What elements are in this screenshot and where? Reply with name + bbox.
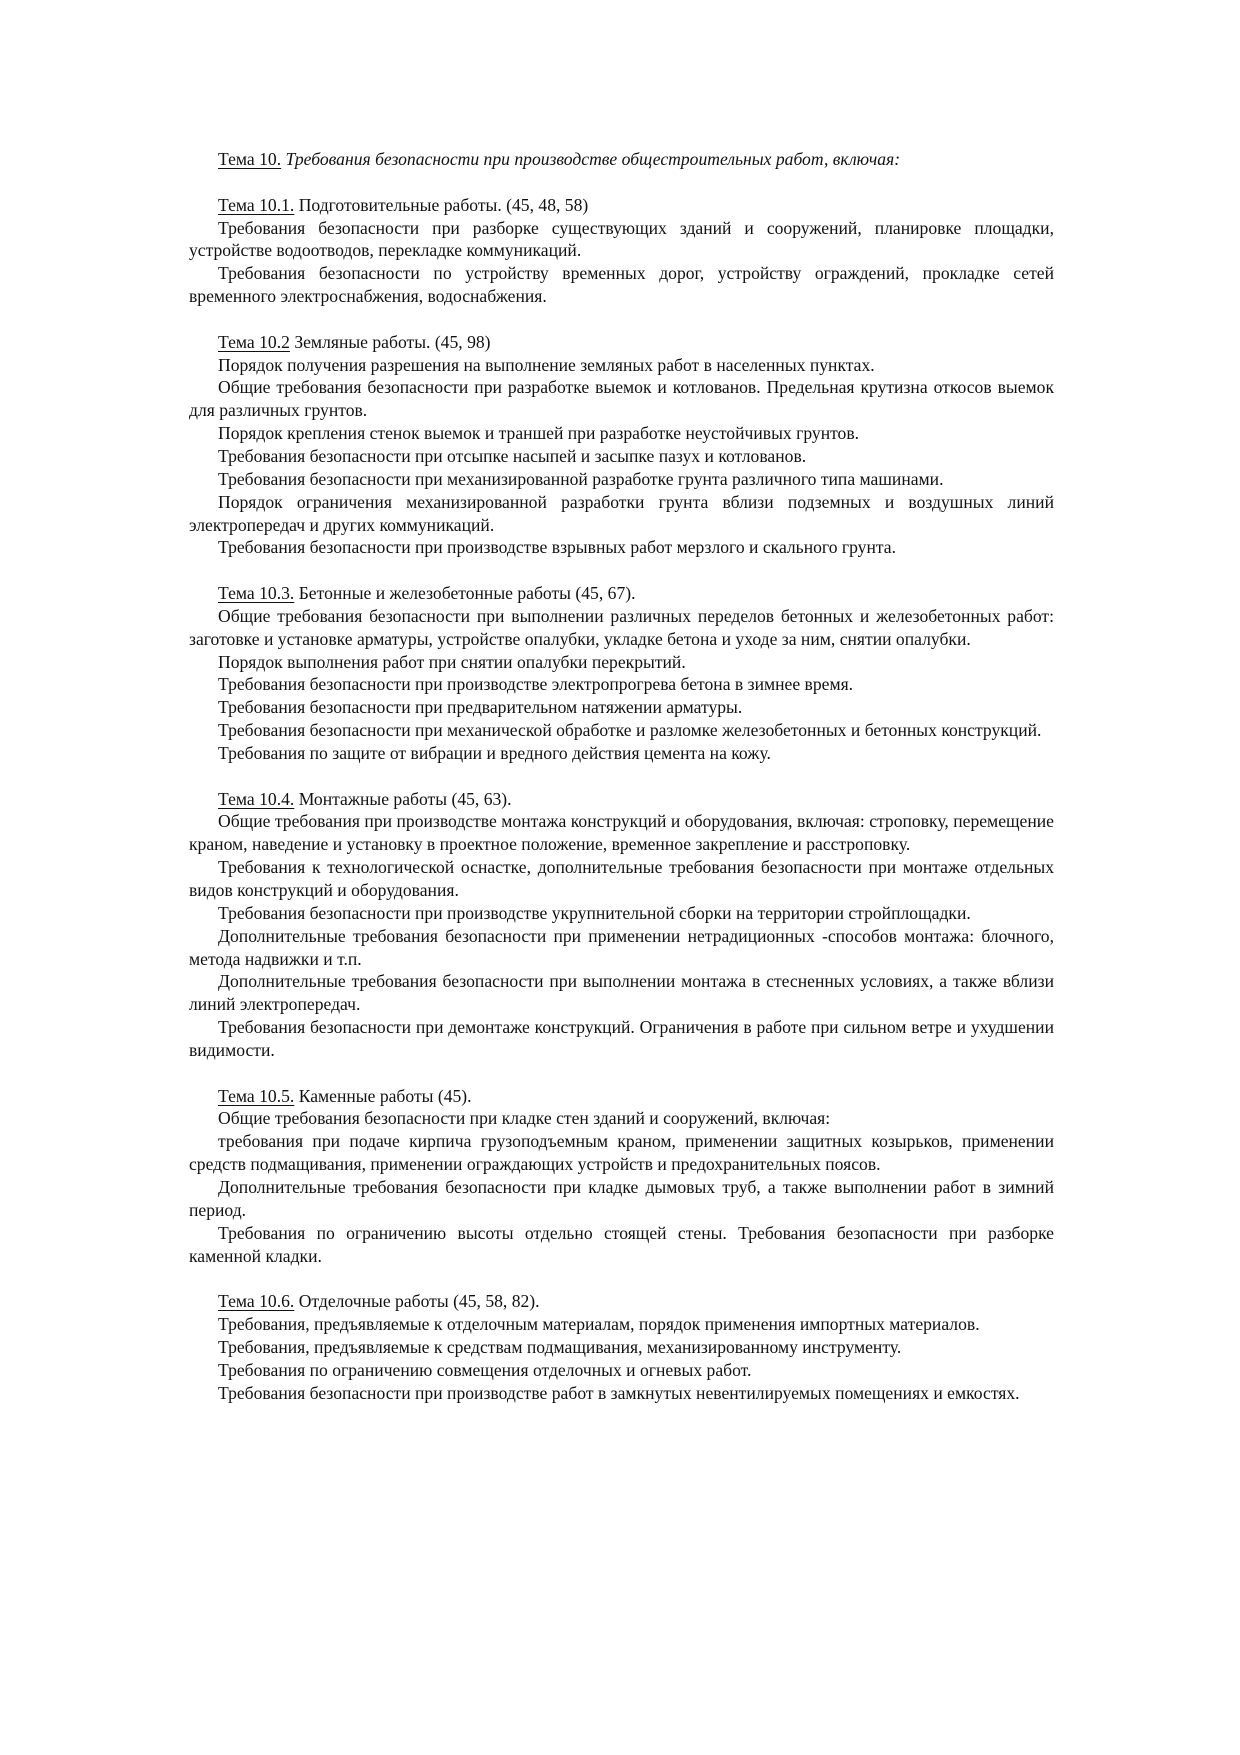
- paragraph: Требования безопасности при предварительном натяжении арматуры.: [218, 697, 743, 718]
- topic-title: Каменные работы (45).: [298, 1085, 472, 1106]
- paragraph: Требования безопасности по устройству временных дорог, устройству ограждений, прокладке сетей временного электроснабжения, водоснабжения.: [189, 263, 1054, 307]
- paragraph: Общие требования безопасности при кладке стен зданий и сооружений, включая:: [218, 1108, 831, 1129]
- topic-label: Тема 10.4.: [218, 788, 295, 809]
- paragraph: Общие требования при производстве монтажа конструкций и оборудования, включая: строповку, перемещение краном, наведение и установку в проектное положение, временное закрепление и расстроповку.: [189, 811, 1054, 855]
- paragraph: Требования безопасности при демонтаже конструкций. Ограничения в работе при сильном ветре и ухудшении видимости.: [189, 1017, 1054, 1060]
- topic-heading-10-3: [189, 582, 1054, 605]
- topic-title: Земляные работы. (45, 98): [294, 331, 491, 352]
- paragraph: Требования безопасности при механической обработке и разломке железобетонных и бетонных конструкций.: [218, 720, 1042, 741]
- topic-label: Тема 10.6.: [218, 1291, 295, 1312]
- paragraph: Порядок выполнения работ при снятии опалубки перекрытий.: [218, 651, 686, 672]
- paragraph: Требования безопасности при производстве электропрогрева бетона в зимнее время.: [218, 674, 854, 695]
- topic-label: Тема 10.3.: [218, 583, 295, 604]
- topic-label: Тема 10.: [218, 149, 282, 169]
- paragraph: Дополнительные требования безопасности при кладке дымовых труб, а также выполнении работ в зимний период.: [189, 1176, 1054, 1220]
- topic-title: Требования безопасности при производстве общестроительных работ, включая:: [285, 149, 901, 169]
- paragraph: Требования безопасности при разборке существующих зданий и сооружений, планировке площадки, устройстве водоотводов, перекладке коммуникаций.: [189, 217, 1054, 261]
- topic-title: Монтажные работы (45, 63).: [298, 788, 512, 809]
- topic-title: Бетонные и железобетонные работы (45, 67).: [298, 583, 636, 604]
- document-page: [189, 148, 1054, 1404]
- topic-label: Тема 10.1.: [218, 194, 295, 215]
- paragraph: Требования безопасности при производстве укрупнительной сборки на территории стройплощадки.: [218, 902, 971, 923]
- paragraph: Требования по ограничению совмещения отделочных и огневых работ.: [218, 1359, 752, 1380]
- paragraph: Требования безопасности при производстве взрывных работ мерзлого и скального грунта.: [218, 537, 896, 558]
- topic-heading-10-1: [189, 194, 1054, 217]
- paragraph: Порядок ограничения механизированной разработки грунта вблизи подземных и воздушных линий электропередач и других коммуникаций.: [189, 491, 1054, 535]
- paragraph: Требования безопасности при отсыпке насыпей и засыпке пазух и котлованов.: [218, 445, 807, 466]
- paragraph: Порядок крепления стенок выемок и траншей при разработке неустойчивых грунтов.: [218, 423, 860, 444]
- topic-label: Тема 10.2: [218, 331, 290, 352]
- topic-heading-10-5: [189, 1085, 1054, 1108]
- paragraph: Требования, предъявляемые к средствам подмащивания, механизированному инструменту.: [218, 1336, 902, 1357]
- topic-heading-10: [189, 148, 1054, 171]
- topic-heading-10-6: [189, 1290, 1054, 1313]
- paragraph: Дополнительные требования безопасности при выполнении монтажа в стесненных условиях, а также вблизи линий электропередач.: [189, 971, 1054, 1015]
- topic-heading-10-4: [189, 788, 1054, 811]
- paragraph: Требования, предъявляемые к отделочным материалам, порядок применения импортных материалов.: [218, 1314, 980, 1335]
- topic-title: Подготовительные работы. (45, 48, 58): [298, 194, 589, 215]
- paragraph: требования при подаче кирпича грузоподъемным краном, применении защитных козырьков, применении средств подмащивания, применении ограждающих устройств и предохранительных поясов.: [189, 1131, 1054, 1175]
- paragraph: Требования безопасности при механизированной разработке грунта различного типа машинами.: [218, 468, 944, 489]
- topic-label: Тема 10.5.: [218, 1085, 295, 1106]
- topic-title: Отделочные работы (45, 58, 82).: [298, 1291, 540, 1312]
- paragraph: Дополнительные требования безопасности при применении нетрадиционных -способов монтажа: блочного, метода надвижки и т.п.: [189, 925, 1054, 969]
- paragraph: Общие требования безопасности при разработке выемок и котлованов. Предельная крутизна откосов выемок для различных грунтов.: [189, 377, 1054, 421]
- paragraph: Требования безопасности при производстве работ в замкнутых невентилируемых помещениях и емкостях.: [218, 1382, 1020, 1403]
- paragraph: Порядок получения разрешения на выполнение земляных работ в населенных пунктах.: [218, 354, 875, 375]
- paragraph: Требования по защите от вибрации и вредного действия цемента на кожу.: [218, 742, 771, 763]
- paragraph: Требования по ограничению высоты отдельно стоящей стены. Требования безопасности при разборке каменной кладки.: [189, 1222, 1054, 1266]
- paragraph: Общие требования безопасности при выполнении различных переделов бетонных и железобетонных работ: заготовке и установке арматуры, устройстве опалубки, укладке бетона и уходе за ним, снятии опалубки.: [189, 605, 1054, 649]
- paragraph: Требования к технологической оснастке, дополнительные требования безопасности при монтаже отдельных видов конструкций и оборудования.: [189, 857, 1054, 900]
- topic-heading-10-2: [189, 331, 1054, 354]
